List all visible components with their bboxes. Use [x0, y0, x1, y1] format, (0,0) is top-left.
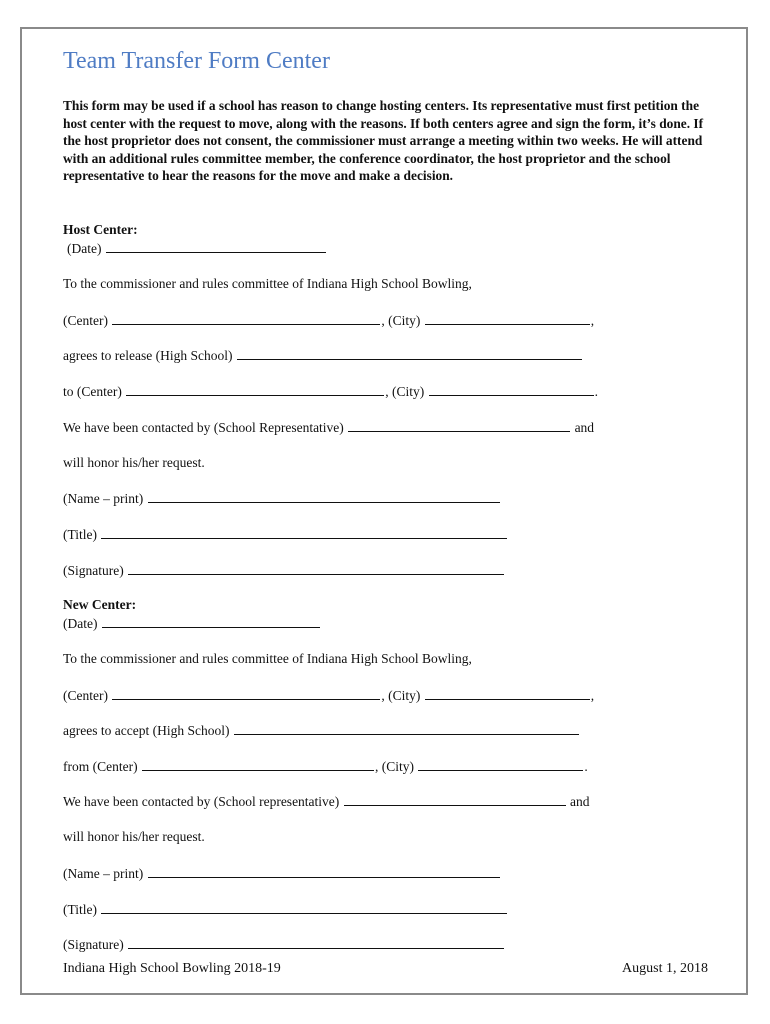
new-title-label: (Title): [63, 902, 98, 917]
host-to-city-label: , (City): [385, 384, 425, 399]
host-date-field[interactable]: [106, 240, 326, 253]
host-to-center-row: [63, 383, 598, 400]
new-name-label: (Name – print): [63, 866, 144, 881]
host-name-field[interactable]: [148, 490, 500, 503]
new-date-field[interactable]: [102, 615, 320, 628]
host-title-row: [63, 526, 508, 543]
new-from-center-label: from (Center): [63, 759, 138, 774]
host-to-city-field[interactable]: [429, 383, 594, 396]
host-center-field[interactable]: [112, 312, 380, 325]
new-title-row: [63, 901, 508, 918]
new-contacted-row: [63, 793, 590, 810]
intro-paragraph: This form may be used if a school has reason to change hosting centers. Its representative must first petition the host center with the request to move, along with the reasons. If both centers agree and sign the form, it’s done. If the host proprietor does not consent, the commissioner must arrange a meeting within two weeks. He will attend with an additional rules committee member, the conference coordinator, the host proprietor and the school representative to hear the reasons for the move and make a decision.: [63, 98, 704, 184]
new-from-center-field[interactable]: [142, 758, 374, 771]
new-date-row: [63, 615, 321, 632]
new-high-school-field[interactable]: [234, 722, 579, 735]
host-city-field[interactable]: [425, 312, 590, 325]
host-contacted-row: [63, 419, 594, 436]
new-center-label: (Center): [63, 688, 108, 703]
form-title: Team Transfer Form Center: [63, 48, 330, 74]
new-representative-field[interactable]: [344, 793, 566, 806]
host-to-center-field[interactable]: [126, 383, 384, 396]
host-signature-row: [63, 562, 505, 579]
host-city-label: , (City): [381, 313, 421, 328]
host-title-field[interactable]: [101, 526, 507, 539]
host-representative-field[interactable]: [348, 419, 570, 432]
new-signature-field[interactable]: [128, 936, 504, 949]
host-date-label: (Date): [67, 241, 102, 256]
host-high-school-field[interactable]: [237, 347, 582, 360]
new-city-label: , (City): [381, 688, 421, 703]
new-contacted-end: and: [570, 794, 590, 809]
host-release-row: [63, 347, 583, 364]
host-date-row: [67, 240, 327, 257]
host-name-label: (Name – print): [63, 491, 144, 506]
host-title-label: (Title): [63, 527, 98, 542]
new-from-city-end: .: [584, 759, 588, 774]
new-date-label: (Date): [63, 616, 98, 631]
host-center-label: (Center): [63, 313, 108, 328]
host-center-heading: Host Center:: [63, 222, 138, 237]
new-center-row: [63, 687, 594, 704]
host-name-row: [63, 490, 501, 507]
new-honor-text: will honor his/her request.: [63, 829, 205, 844]
new-name-field[interactable]: [148, 865, 500, 878]
host-signature-label: (Signature): [63, 563, 124, 578]
new-contacted-label: We have been contacted by (School representative): [63, 794, 340, 809]
host-contacted-label: We have been contacted by (School Representative): [63, 420, 344, 435]
host-signature-field[interactable]: [128, 562, 504, 575]
new-from-city-label: , (City): [374, 759, 414, 774]
new-signature-row: [63, 936, 505, 953]
new-center-heading: New Center:: [63, 597, 137, 612]
new-city-field[interactable]: [425, 687, 590, 700]
host-contacted-end: and: [574, 420, 595, 435]
new-salutation: To the commissioner and rules committee of Indiana High School Bowling,: [63, 651, 472, 666]
host-salutation: To the commissioner and rules committee of Indiana High School Bowling,: [63, 276, 472, 291]
footer-date: August 1, 2018: [622, 961, 708, 976]
new-signature-label: (Signature): [63, 937, 124, 952]
new-accept-row: [63, 722, 580, 739]
host-city-end: ,: [590, 313, 595, 328]
host-to-city-end: .: [594, 384, 598, 399]
host-release-label: agrees to release (High School): [63, 348, 233, 363]
new-title-field[interactable]: [101, 901, 507, 914]
new-center-field[interactable]: [112, 687, 380, 700]
host-honor-text: will honor his/her request.: [63, 455, 205, 470]
new-from-center-row: [63, 758, 588, 775]
new-accept-label: agrees to accept (High School): [63, 723, 230, 738]
footer-organization: Indiana High School Bowling 2018-19: [63, 961, 281, 976]
new-city-end: ,: [590, 688, 595, 703]
host-center-row: [63, 312, 594, 329]
host-to-center-label: to (Center): [63, 384, 122, 399]
new-name-row: [63, 865, 501, 882]
new-from-city-field[interactable]: [418, 758, 583, 771]
